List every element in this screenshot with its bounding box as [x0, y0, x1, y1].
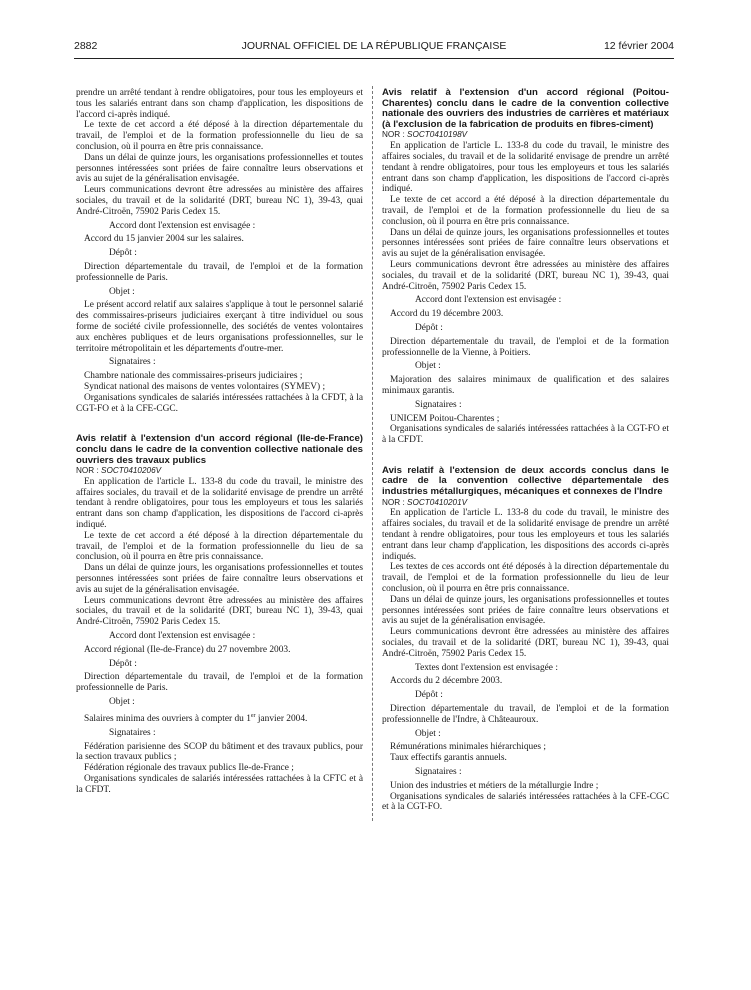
objet-value: Le présent accord relatif aux salaires s'applique à tout le personnel salarié des commissaires-priseurs judiciaires exerçant à titre individuel ou sous forme de société civile professionnelle, des sociétés de ventes volontaires aux enchères publiques et de leurs organisations professionnelles, sur le territoire métropolitain et les départements d'outre-mer. [76, 300, 363, 354]
nor-code: SOCT0410201V [407, 497, 468, 507]
nor-reference [76, 466, 363, 477]
paragraph: Dans un délai de quinze jours, les organisations professionnelles et toutes personnes intéressées sont priées de faire connaître leurs observations et avis au sujet de la généralisation envisagée. [382, 594, 669, 627]
paragraph: Leurs communications devront être adressées au ministère des affaires sociales, du travail et de la solidarité (DRT, bureau NC 1), 39-43, quai André-Citroën, 75902 Paris Cedex 15. [382, 259, 669, 292]
paragraph: Dans un délai de quinze jours, les organisations professionnelles et toutes personnes intéressées sont priées de faire connaître leurs observations et avis au sujet de la généralisation envisagée. [382, 227, 669, 260]
accord-value: Accord du 15 janvier 2004 sur les salaires. [84, 234, 244, 245]
depot-label: Dépôt : [109, 658, 137, 669]
signataire: Organisations syndicales de salariés intéressées rattachées à la CFDT, à la CGT-FO et à la CFE-CGC. [76, 392, 363, 414]
objet-value [76, 711, 363, 725]
accord-label: Accord dont l'extension est envisagée : [109, 220, 256, 231]
publication-date: 12 février 2004 [603, 40, 674, 52]
paragraph: En application de l'article L. 133-8 du code du travail, le ministre des affaires sociales, du travail et de la solidarité envisage de prendre un arrêté tendant à rendre obligatoires, pour tous les employeurs et tous les salariés entrant dans son champ d'application, les dispositions de l'accord ci-après indiqué. [382, 141, 669, 195]
signataire: Syndicat national des maisons de ventes volontaires (SYMEV) ; [84, 381, 326, 392]
objet-text: Salaires minima des ouvriers à compter du 1 [84, 713, 251, 724]
depot-value: Direction départementale du travail, de l'emploi et de la formation professionnelle de Paris. [76, 672, 363, 694]
depot-value: Direction départementale du travail, de l'emploi et de la formation professionnelle de la Vienne, à Poitiers. [382, 336, 669, 358]
signataire: Organisations syndicales de salariés intéressées rattachées à la CFTC et à la CFDT. [76, 773, 363, 795]
signataire: UNICEM Poitou-Charentes ; [390, 413, 500, 424]
paragraph: Dans un délai de quinze jours, les organisations professionnelles et toutes personnes intéressées sont priées de faire connaître leurs observations et avis au sujet de la généralisation envisagée. [76, 563, 363, 595]
paragraph: En application de l'article L. 133-8 du code du travail, le ministre des affaires sociales, du travail et de la solidarité envisage de prendre un arrêté tendant à rendre obligatoires, pour tous les employeurs et tous les salariés entrant dans leur champ d'application, les dispositions des accords ci-après indiqués. [382, 508, 669, 562]
depot-value: Direction départementale du travail, de l'emploi et de la formation professionnelle de Paris. [76, 261, 363, 283]
paragraph: prendre un arrêté tendant à rendre obligatoires, pour tous les employeurs et tous les salariés entrant dans son champ d'application, les dispositions de l'accord ci-après indiqué. [76, 88, 363, 120]
objet-label: Objet : [415, 361, 441, 372]
accord-value: Accords du 2 décembre 2003. [390, 676, 503, 687]
signataire: Fédération régionale des travaux publics Ile-de-France ; [84, 763, 294, 774]
paragraph: En application de l'article L. 133-8 du code du travail, le ministre des affaires sociales, du travail et de la solidarité envisage de prendre un arrêté tendant à rendre obligatoires, pour tous les employeurs et tous les salariés entrant dans son champ d'application, les dispositions de l'accord ci-après indiqué. [76, 476, 363, 531]
signataires-label: Signataires : [415, 399, 462, 410]
paragraph: Leurs communications devront être adressées au ministère des affaires sociales, du travail et de la solidarité (DRT, bureau NC 1), 39-43, quai André-Citroën, 75902 Paris Cedex 15. [76, 185, 363, 217]
journal-title: JOURNAL OFFICIEL DE LA RÉPUBLIQUE FRANÇAISE [241, 40, 507, 52]
paragraph: Leurs communications devront être adressées au ministère des affaires sociales, du travail et de la solidarité (DRT, bureau NC 1), 39-43, quai André-Citroën, 75902 Paris Cedex 15. [76, 595, 363, 628]
signataire: Union des industries et métiers de la métallurgie Indre ; [390, 780, 599, 791]
depot-label: Dépôt : [109, 248, 137, 259]
objet-value: Taux effectifs garantis annuels. [390, 753, 507, 764]
header-rule [74, 58, 674, 59]
depot-value: Direction départementale du travail, de l'emploi et de la formation professionnelle de l'Indre, à Châteauroux. [382, 704, 669, 725]
nor-code: SOCT0410206V [101, 466, 162, 476]
nor-prefix: NOR : [76, 466, 99, 476]
nor-reference [382, 130, 669, 141]
depot-label: Dépôt : [415, 690, 443, 701]
objet-label: Objet : [109, 286, 135, 297]
nor-reference [382, 498, 669, 509]
page-header [74, 40, 674, 56]
objet-label: Objet : [415, 728, 441, 739]
objet-value: Majoration des salaires minimaux de qualification et des salaires minimaux garantis. [382, 375, 669, 396]
paragraph: Leurs communications devront être adressées au ministère des affaires sociales, du travail et de la solidarité (DRT, bureau NC 1), 39-43, quai André-Citroën, 75902 Paris Cedex 15. [382, 627, 669, 659]
nor-code: SOCT0410198V [407, 130, 468, 140]
paragraph: Le texte de cet accord a été déposé à la direction départementale du travail, de l'emploi et de la formation professionnelle du lieu de sa conclusion, où il pourra en être pris connaissance. [76, 120, 363, 152]
paragraph: Dans un délai de quinze jours, les organisations professionnelles et toutes personnes intéressées sont priées de faire connaître leurs observations et avis au sujet de la généralisation envisagée. [76, 152, 363, 185]
signataires-label: Signataires : [109, 727, 156, 738]
accord-value: Accord régional (Ile-de-France) du 27 novembre 2003. [84, 644, 291, 655]
signataire: Chambre nationale des commissaires-priseurs judiciaires ; [84, 371, 303, 382]
right-column [382, 88, 669, 813]
column-divider [372, 86, 373, 821]
notice-title: Avis relatif à l'extension d'un accord régional (Ile-de-France) conclu dans le cadre de la convention collective nationale des ouvriers des travaux publics [76, 433, 363, 466]
left-column [76, 88, 363, 796]
accord-label: Textes dont l'extension est envisagée : [415, 662, 558, 673]
nor-prefix: NOR : [382, 497, 405, 507]
accord-label: Accord dont l'extension est envisagée : [109, 631, 256, 642]
notice-title: Avis relatif à l'extension de deux accords conclus dans le cadre de la convention collective départementale des industries métallurgiques, mécaniques et connexes de l'Indre [382, 464, 669, 498]
page-number: 2882 [74, 40, 98, 52]
nor-prefix: NOR : [382, 130, 405, 140]
signataire: Organisations syndicales de salariés intéressées rattachées à la CFE-CGC et à la CGT-FO. [382, 791, 669, 813]
notice-title: Avis relatif à l'extension d'un accord régional (Poitou-Charentes) conclu dans le cadre de la convention collective nationale des ouvriers des industries de carrières et matériaux (à l'exclusion de la fabrication de produits en fibres-ciment) [382, 87, 669, 130]
signataire: Organisations syndicales de salariés intéressées rattachées à la CGT-FO et à la CFDT. [382, 424, 669, 446]
paragraph: Les textes de ces accords ont été déposés à la direction départementale du travail, de l'emploi et de la formation professionnelle du lieu de leur conclusion, où il pourra en être pris connaissance. [382, 562, 669, 595]
signataires-label: Signataires : [415, 767, 462, 777]
depot-label: Dépôt : [415, 322, 443, 333]
ordinal-superscript: er [250, 712, 256, 719]
accord-value: Accord du 19 décembre 2003. [390, 309, 504, 320]
accord-label: Accord dont l'extension est envisagée : [415, 295, 562, 306]
paragraph: Le texte de cet accord a été déposé à la direction départementale du travail, de l'emploi et de la formation professionnelle du lieu de sa conclusion, où il pourra en être pris connaissance. [382, 195, 669, 227]
signataires-label: Signataires : [109, 357, 156, 368]
signataire: Fédération parisienne des SCOP du bâtiment et des travaux publics, pour la section travaux publics ; [76, 741, 363, 763]
paragraph: Le texte de cet accord a été déposé à la direction départementale du travail, de l'emploi et de la formation professionnelle du lieu de sa conclusion, où il pourra en être pris connaissance. [76, 530, 363, 563]
objet-value: Rémunérations minimales hiérarchiques ; [390, 742, 546, 753]
objet-label: Objet : [109, 697, 135, 708]
objet-text: janvier 2004. [255, 713, 308, 724]
